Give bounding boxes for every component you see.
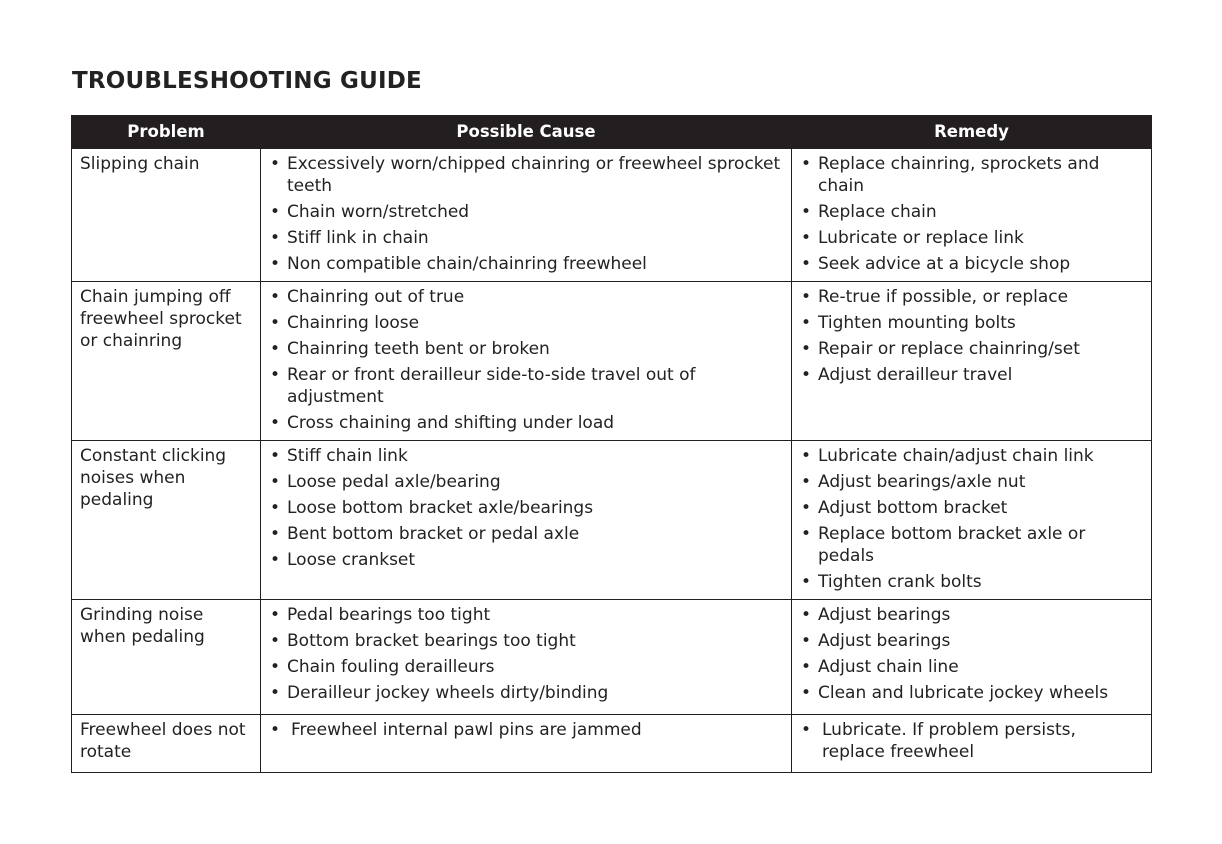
list-item: • Stiff link in chain xyxy=(269,227,783,249)
page-title: TROUBLESHOOTING GUIDE xyxy=(72,68,422,94)
remedy-cell xyxy=(792,149,1152,282)
problem-cell: Constant clicking noises when pedaling xyxy=(72,441,261,600)
header-problem: Problem xyxy=(72,116,261,149)
cause-list xyxy=(269,153,783,275)
list-item: • Tighten crank bolts xyxy=(800,571,1143,593)
table-row xyxy=(72,149,1152,282)
list-item: • Chainring out of true xyxy=(269,286,783,308)
list-item: • Replace bottom bracket axle or pedals xyxy=(800,523,1143,567)
list-item: • Stiff chain link xyxy=(269,445,783,467)
remedy-list xyxy=(800,286,1143,386)
list-item: • Clean and lubricate jockey wheels xyxy=(800,682,1143,704)
table-row xyxy=(72,715,1152,773)
list-item: • Lubricate or replace link xyxy=(800,227,1143,249)
cause-cell xyxy=(261,600,792,715)
list-item: • Adjust bottom bracket xyxy=(800,497,1143,519)
list-item: • Cross chaining and shifting under load xyxy=(269,412,783,434)
list-item: • Replace chainring, sprockets and chain xyxy=(800,153,1143,197)
header-possible-cause: Possible Cause xyxy=(261,116,792,149)
list-item: • Repair or replace chainring/set xyxy=(800,338,1143,360)
cause-cell xyxy=(261,282,792,441)
list-item: • Chainring teeth bent or broken xyxy=(269,338,783,360)
list-item: • Tighten mounting bolts xyxy=(800,312,1143,334)
list-item: • Adjust chain line xyxy=(800,656,1143,678)
list-item: • Chain fouling derailleurs xyxy=(269,656,783,678)
list-item: • Loose pedal axle/bearing xyxy=(269,471,783,493)
table-row xyxy=(72,441,1152,600)
table-row xyxy=(72,282,1152,441)
cause-list xyxy=(269,719,783,741)
cause-cell xyxy=(261,441,792,600)
list-item: • Non compatible chain/chainring freewheel xyxy=(269,253,783,275)
list-item: • Lubricate. If problem persists, replace freewheel xyxy=(800,719,1143,763)
list-item: • Excessively worn/chipped chainring or freewheel sprocket teeth xyxy=(269,153,783,197)
problem-cell: Slipping chain xyxy=(72,149,261,282)
remedy-cell xyxy=(792,715,1152,773)
list-item: • Replace chain xyxy=(800,201,1143,223)
remedy-cell xyxy=(792,282,1152,441)
remedy-list xyxy=(800,445,1143,593)
list-item: • Adjust derailleur travel xyxy=(800,364,1143,386)
list-item: • Chain worn/stretched xyxy=(269,201,783,223)
remedy-cell xyxy=(792,441,1152,600)
cause-cell xyxy=(261,715,792,773)
list-item: • Lubricate chain/adjust chain link xyxy=(800,445,1143,467)
list-item: • Adjust bearings xyxy=(800,630,1143,652)
header-remedy: Remedy xyxy=(792,116,1152,149)
list-item: • Rear or front derailleur side-to-side travel out of adjustment xyxy=(269,364,783,408)
list-item: • Adjust bearings xyxy=(800,604,1143,626)
list-item: • Loose crankset xyxy=(269,549,783,571)
problem-cell: Chain jumping off freewheel sprocket or chainring xyxy=(72,282,261,441)
table-header-row xyxy=(72,116,1152,149)
list-item: • Seek advice at a bicycle shop xyxy=(800,253,1143,275)
list-item: • Pedal bearings too tight xyxy=(269,604,783,626)
list-item: • Loose bottom bracket axle/bearings xyxy=(269,497,783,519)
list-item: • Freewheel internal pawl pins are jammed xyxy=(269,719,783,741)
list-item: • Adjust bearings/axle nut xyxy=(800,471,1143,493)
cause-cell xyxy=(261,149,792,282)
list-item: • Derailleur jockey wheels dirty/binding xyxy=(269,682,783,704)
list-item: • Re-true if possible, or replace xyxy=(800,286,1143,308)
remedy-list xyxy=(800,604,1143,704)
list-item: • Bent bottom bracket or pedal axle xyxy=(269,523,783,545)
troubleshooting-table xyxy=(71,115,1152,773)
list-item: • Bottom bracket bearings too tight xyxy=(269,630,783,652)
cause-list xyxy=(269,445,783,571)
cause-list xyxy=(269,286,783,434)
table-row xyxy=(72,600,1152,715)
problem-cell: Freewheel does not rotate xyxy=(72,715,261,773)
remedy-cell xyxy=(792,600,1152,715)
remedy-list xyxy=(800,153,1143,275)
list-item: • Chainring loose xyxy=(269,312,783,334)
remedy-list xyxy=(800,719,1143,763)
cause-list xyxy=(269,604,783,704)
problem-cell: Grinding noise when pedaling xyxy=(72,600,261,715)
